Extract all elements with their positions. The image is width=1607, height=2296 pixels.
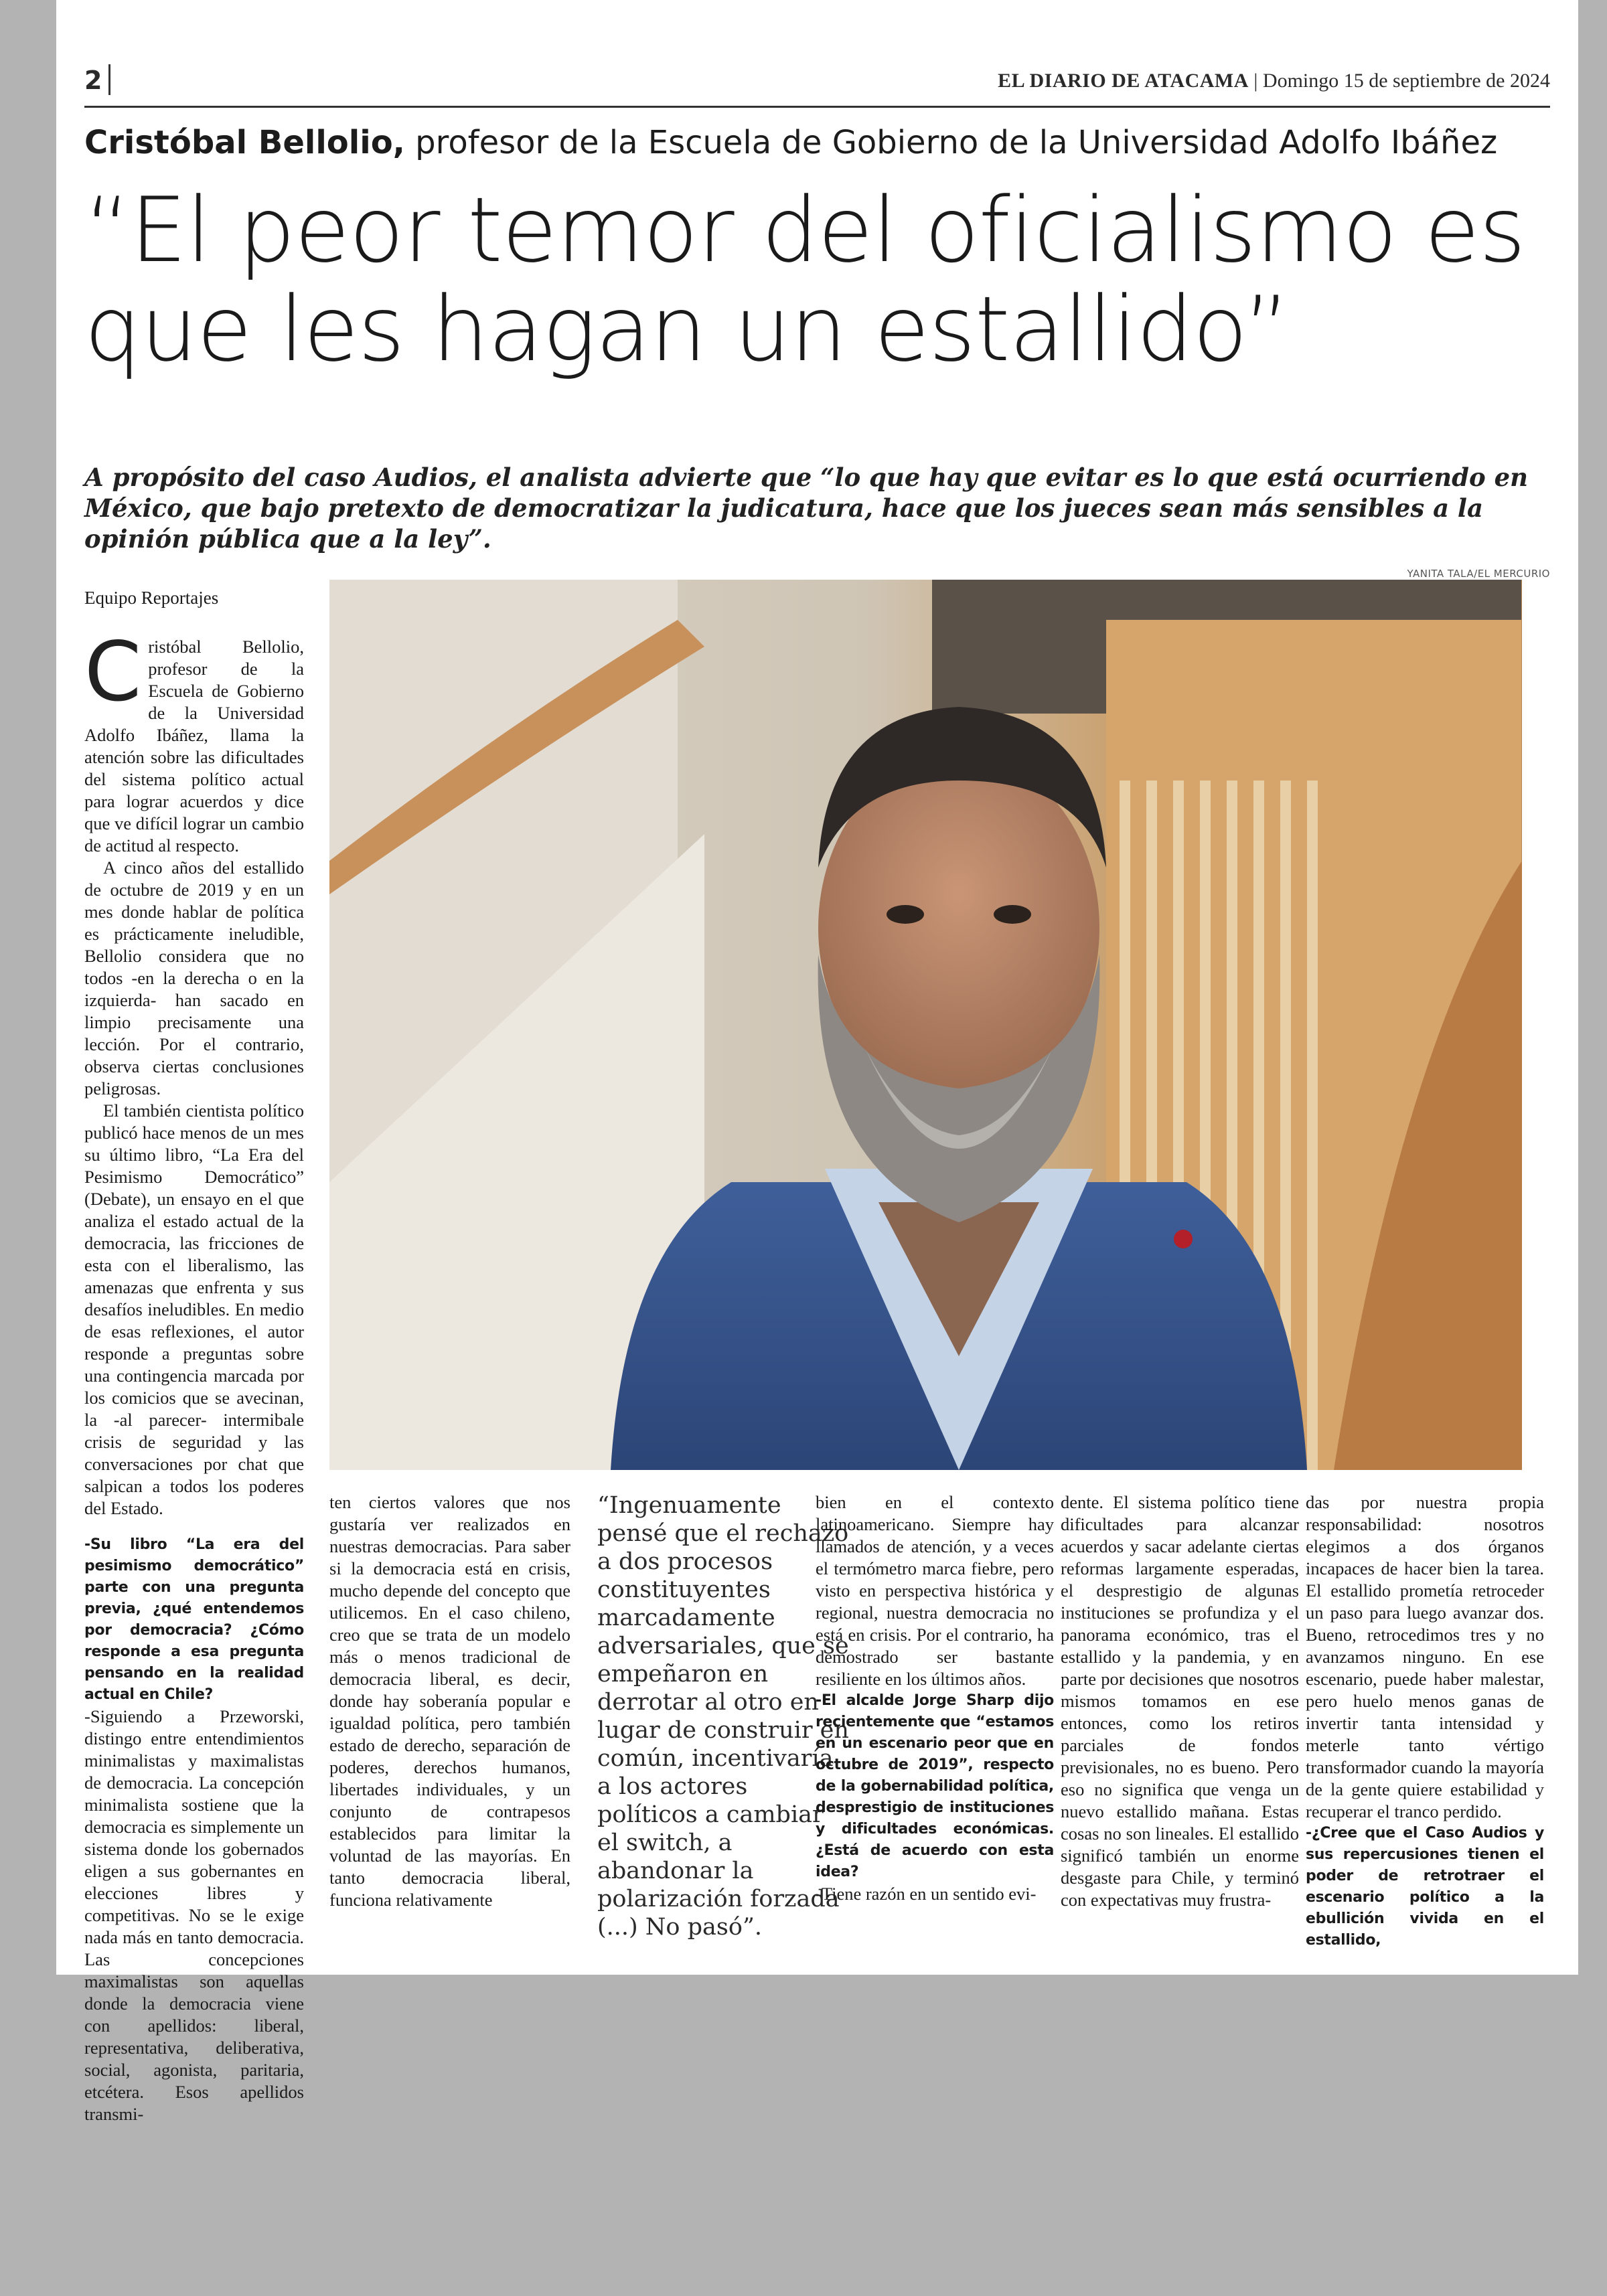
drop-cap: C [84, 625, 142, 720]
interview-answer: -Siguiendo a Przeworski, distingo entre entendimientos minimalistas y maximalistas de democracia. La concepción minimalista sostiene que la democracia es simplemente un sistema donde los gobernados eligen a sus gobernantes en elecciones libres y competitivas. No se le exige nada más en tanto democracia. Las concepciones maximalistas son aquellas donde la democracia viene con apellidos: liberal, representativa, deliberativa, social, agonista, paritaria, etcétera. Esos apellidos transmi- [84, 1706, 304, 2124]
text-column-2 [329, 1491, 570, 1911]
body-paragraph: A cinco años del estallido de octubre de 2019 y en un mes donde hablar de política es prácticamente ineludible, Bellolio considera que no todos -en la derecha o en la izquierda- han sacado en limpio precisamente una lección. Por el contrario, observa ciertas conclusiones peligrosas. [84, 857, 304, 1098]
headline: “El peor temor del oficialismo es que les hagan un estallido” [84, 178, 1525, 382]
deck-subtitle: A propósito del caso Audios, el analista advierte que “lo que hay que evitar es lo que está ocurriendo en México, que bajo pretexto de democratizar la judicatura, hace que los jueces sean más sensibles a la opinión pública que a la ley”. [84, 463, 1529, 554]
interview-question: -¿Cree que el Caso Audios y sus repercusiones tienen el poder de retrotraer el escenario político a la ebullición vivida en el estallido, [1306, 1825, 1544, 1949]
pull-quote: “Ingenuamente pensé que el rechazo a dos procesos constituyentes marcadamente adversariales, que se empeñaron en derrotar al otro en lugar de construir en común, incentivaría a los actores políticos a cambiar el switch, a abandonar la polarización forzada (...) No pasó”. [597, 1492, 849, 1941]
newspaper-page [56, 0, 1578, 2124]
interviewee-role: profesor de la Escuela de Gobierno de la Universidad Adolfo Ibáñez [404, 124, 1498, 161]
photo-credit: YANITA TALA/EL MERCURIO [1407, 568, 1550, 580]
interviewee-byline [84, 124, 1497, 161]
interview-answer: ten ciertos valores que nos gustaría ver realizados en nuestras democracias. Para saber si la democracia está en crisis, mucho depende del concepto que utilicemos. En el caso chileno, creo que se trata de un modelo más o menos tradicional de democracia liberal, es decir, donde hay soberanía popular e igualdad política, pero también estado de derecho, separación de poderes, derechos humanos, libertades individuales, y un conjunto de contrapesos establecidos para limitar la voluntad de las mayorías. En tanto democracia liberal, funciona relativamente [329, 1492, 570, 1910]
page-number-divider [108, 64, 110, 95]
issue-date: Domingo 15 de septiembre de 2024 [1262, 70, 1550, 92]
newspaper-name: EL DIARIO DE ATACAMA [998, 70, 1249, 92]
author-credit: Equipo Reportajes [84, 588, 219, 608]
text-column-5 [1306, 1491, 1544, 1951]
interviewee-name: Cristóbal Bellolio, [84, 124, 405, 161]
text-column-4 [1061, 1491, 1299, 1911]
interview-question: -Su libro “La era del pesimismo democrático” parte con una pregunta previa, ¿qué entendemos por democracia? ¿Cómo responde a esa pregunta pensando en la realidad actual en Chile? [84, 1536, 304, 1703]
interview-question: -El alcalde Jorge Sharp dijo recientemente que “estamos en un escenario peor que en octubre de 2019”, respecto de la gobernabilidad política, desprestigio de instituciones y dificultades económicas. ¿Está de acuerdo con esta idea? [816, 1692, 1054, 1880]
portrait-illustration [329, 580, 1522, 1470]
header-rule [84, 106, 1550, 108]
interview-answer: bien en el contexto latinoamericano. Siempre hay llamados de atención, y a veces el termómetro marca fiebre, pero visto en perspectiva histórica y regional, nuestra democracia no está en crisis. Por el contrario, ha demostrado ser bastante resiliente en los últimos años. [816, 1492, 1054, 1689]
body-paragraph: El también cientista político publicó hace menos de un mes su último libro, “La Era del Pesimismo Democrático” (Debate), un ensayo en el que analiza el estado actual de la democracia, las fricciones de esta con el liberalismo, las amenazas que enfrenta y sus desafíos ineludibles. En medio de esas reflexiones, el autor responde a preguntas sobre una contingencia marcada por los comicios que se avecinan, la -al parecer- intermibale crisis de seguridad y las conversaciones por chat que salpican a todos los poderes del Estado. [84, 1100, 304, 1518]
page-number: 2 [84, 66, 102, 95]
interview-answer: dente. El sistema político tiene dificultades para alcanzar acuerdos y sacar adelante ciertas reformas largamente esperadas, el desprestigio de algunas instituciones se profundiza y el panorama económico, tras el estallido y la pandemia, y en parte por decisiones que nosotros mismos tomamos en ese entonces, como los retiros parciales de fondos previsionales, no es bueno. Pero eso no significa que venga un nuevo estallido mañana. Estas cosas no son lineales. El estallido significó también un enorme desgaste para Chile, y terminó con expectativas muy frustra- [1061, 1492, 1299, 1910]
interview-answer: -Tiene razón en un sentido evi- [816, 1884, 1037, 1904]
interview-answer: das por nuestra propia responsabilidad: nosotros elegimos a dos órganos incapaces de hacer bien la tarea. El estallido prometía retroceder un paso para luego avanzar dos. Bueno, retrocedimos tres y no avanzamos ninguno. En ese escenario, puede haber malestar, pero huelo menos ganas de invertir tanta intensidad y meterle tanto vértigo transformador cuando la mayoría de la gente quiere estabilidad y recuperar el tranco perdido. [1306, 1492, 1544, 1821]
portrait-photo [329, 580, 1522, 1470]
text-column-1 [84, 625, 304, 2125]
text-column-3 [816, 1491, 1054, 1905]
intro-paragraph: Cristóbal Bellolio, profesor de la Escuela de Gobierno de la Universidad Adolfo Ibáñez, llama la atención sobre las dificultades del sistema político actual para lograr acuerdos y dice que ve difícil lograr un cambio de actitud al respecto. [84, 625, 304, 855]
masthead: EL DIARIO DE ATACAMA | Domingo 15 de septiembre de 2024 [998, 70, 1550, 92]
